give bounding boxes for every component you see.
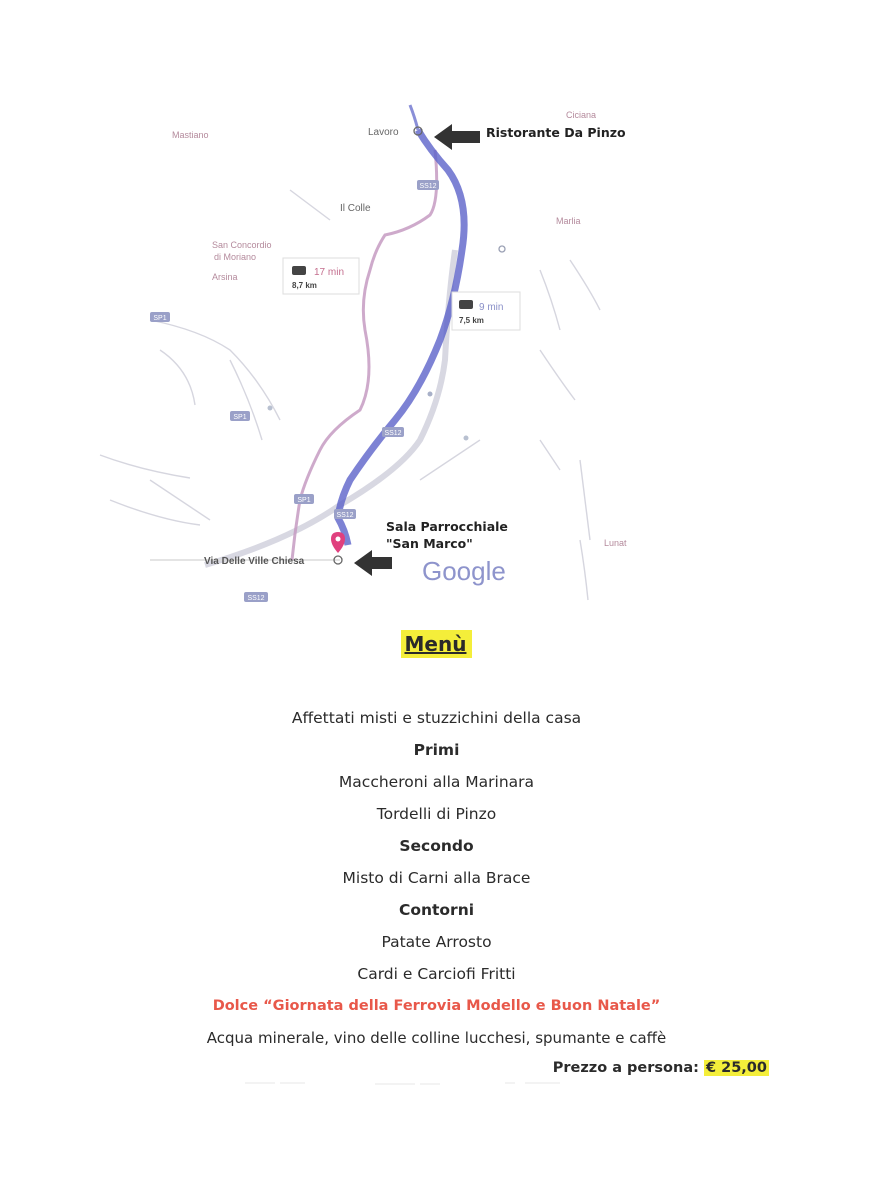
place-marlia: Marlia xyxy=(556,216,581,226)
price-label: Prezzo a persona: xyxy=(552,1060,699,1076)
road-shield-ss12: SS12 xyxy=(336,512,354,519)
place-lunat: Lunat xyxy=(604,538,627,548)
restaurant-annotation: Ristorante Da Pinzo xyxy=(486,125,626,140)
poi-icon xyxy=(428,392,433,397)
hall-annotation-line2: "San Marco" xyxy=(386,536,473,551)
menu-contorno-2: Cardi e Carciofi Fritti xyxy=(357,965,516,983)
road-shield-sp1: SP1 xyxy=(297,497,311,504)
car-icon xyxy=(292,266,306,275)
price-value: € 25,00 xyxy=(705,1060,767,1076)
menu-primo-1: Maccheroni alla Marinara xyxy=(338,773,535,791)
route-main-box xyxy=(452,292,520,330)
menu-antipasto: Affettati misti e stuzzichini della casa xyxy=(291,709,582,727)
place-via-delle-ville-chiesa: Via Delle Ville Chiesa xyxy=(204,556,305,567)
route-main-time: 9 min xyxy=(479,302,504,313)
route-alt-time: 17 min xyxy=(314,267,345,278)
poi-icon xyxy=(268,406,273,411)
hall-annotation-line1: Sala Parrocchiale xyxy=(386,519,508,534)
menu-dolce: Dolce “Giornata della Ferrovia Modello e Buon Natale” xyxy=(212,998,661,1014)
route-alt-distance: 8,7 km xyxy=(292,281,317,290)
google-logo: Google xyxy=(422,556,506,586)
price-row xyxy=(553,1057,769,1079)
menu-secondo-heading: Secondo xyxy=(399,837,474,855)
place-mastiano: Mastiano xyxy=(172,130,209,140)
menu-contorni-heading: Contorni xyxy=(398,901,475,919)
arrow-hall-icon xyxy=(354,550,392,576)
road-shield-sp1: SP1 xyxy=(233,414,247,421)
route-start-line xyxy=(410,105,418,130)
arrow-restaurant-icon xyxy=(434,124,480,150)
poi-icon xyxy=(499,246,505,252)
faint-scan-marks xyxy=(240,1076,570,1090)
place-lavoro: Lavoro xyxy=(368,127,399,138)
road-shield-ss12: SS12 xyxy=(384,430,402,437)
menu-primi-heading: Primi xyxy=(413,741,460,759)
place-il-colle: Il Colle xyxy=(340,203,371,214)
place-ciciana: Ciciana xyxy=(566,110,597,120)
menu-contorno-1: Patate Arrosto xyxy=(381,933,492,951)
place-arsina: Arsina xyxy=(212,272,238,282)
menu-secondo-1: Misto di Carni alla Brace xyxy=(342,869,531,887)
road-shield-ss12: SS12 xyxy=(419,183,437,190)
menu-title xyxy=(0,630,873,658)
menu-primo-2: Tordelli di Pinzo xyxy=(376,805,497,823)
route-alt-box xyxy=(283,258,359,294)
menu-title-text: Menù xyxy=(401,630,473,658)
destination-pin-icon xyxy=(331,532,345,553)
place-di-moriano: di Moriano xyxy=(214,252,257,262)
road-shield-ss12: SS12 xyxy=(247,595,265,602)
car-icon xyxy=(459,300,473,309)
road-shield-sp1: SP1 xyxy=(153,315,167,322)
place-san-concordio: San Concordio xyxy=(212,240,272,250)
menu-bevande: Acqua minerale, vino delle colline lucchesi, spumante e caffè xyxy=(206,1029,667,1047)
poi-icon xyxy=(464,436,469,441)
route-main-distance: 7,5 km xyxy=(459,316,484,325)
